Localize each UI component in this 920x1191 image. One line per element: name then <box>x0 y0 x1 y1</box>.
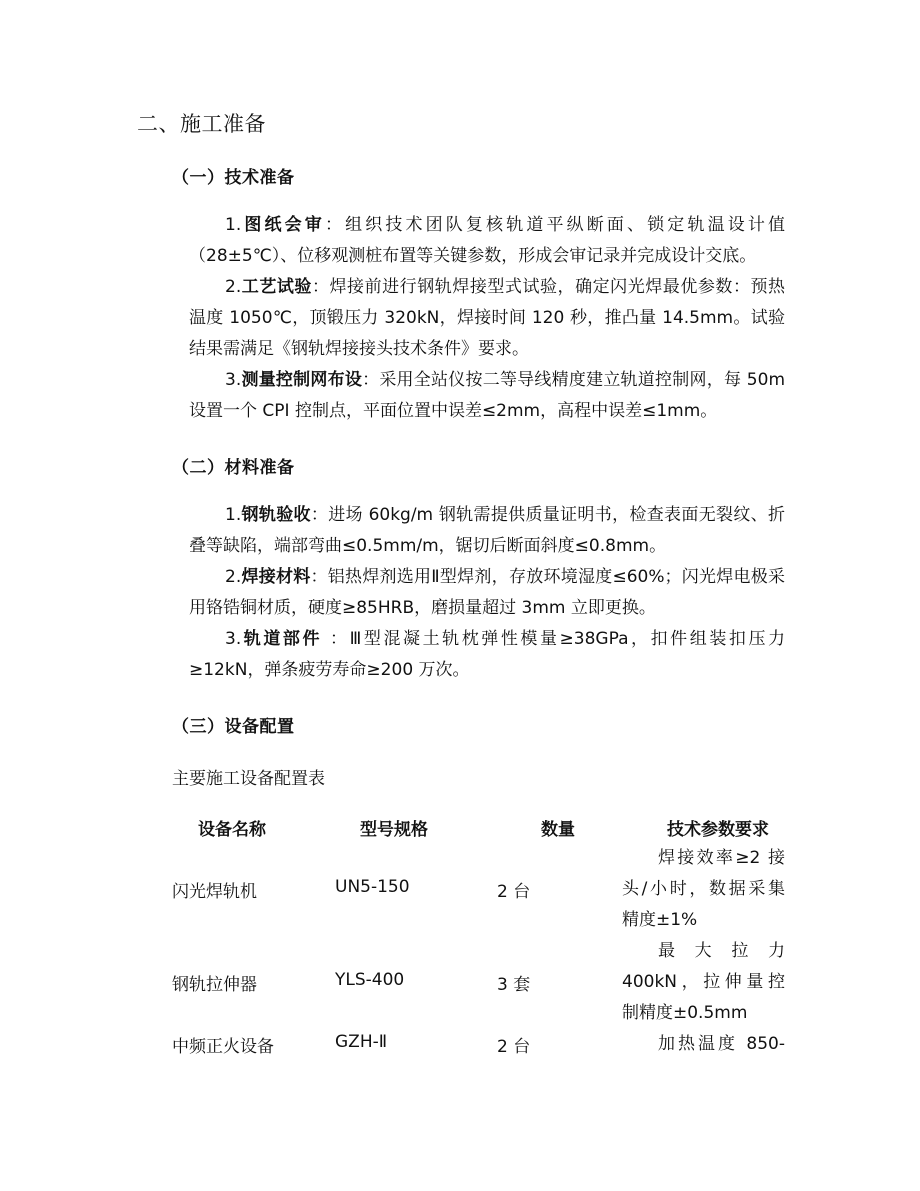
item-term: 轨道部件 <box>241 629 323 649</box>
item-number: 2. <box>225 277 242 297</box>
item-term: 图纸会审 <box>241 215 325 235</box>
equipment-qty: 2 台 <box>497 1037 531 1057</box>
item-separator: ： <box>310 505 329 525</box>
item-separator: ： <box>324 215 346 235</box>
item-separator: ： <box>310 567 328 587</box>
param-line: 精度±1% <box>622 910 698 930</box>
column-header-name: 设备名称 <box>198 820 266 840</box>
tech-prep-heading: （一）技术准备 <box>172 168 295 188</box>
item-term: 工艺试验 <box>241 277 312 297</box>
item-separator: ： <box>322 629 350 649</box>
material-prep-heading: （二）材料准备 <box>172 458 295 478</box>
table-caption: 主要施工设备配置表 <box>172 769 325 789</box>
param-line: 最 大 拉 力 <box>658 941 785 961</box>
item-number: 1. <box>225 505 242 525</box>
item-term: 焊接材料 <box>241 567 311 587</box>
param-line: 400kN，拉伸量控 <box>622 972 785 992</box>
equipment-name: 钢轨拉伸器 <box>172 975 257 995</box>
equipment-params <box>622 1029 785 1060</box>
material-item-2 <box>189 562 785 624</box>
param-line: 焊接效率≥2 接 <box>658 848 785 868</box>
column-header-model: 型号规格 <box>360 820 428 840</box>
param-line: 头/小时，数据采集 <box>622 879 785 899</box>
equipment-params <box>622 843 785 936</box>
param-line: 加热温度 850- <box>658 1034 785 1054</box>
equipment-name: 中频正火设备 <box>172 1037 274 1057</box>
equipment-qty: 2 台 <box>497 882 531 902</box>
tech-item-2 <box>189 272 785 365</box>
equipment-params <box>622 936 785 1029</box>
equipment-model: YLS-400 <box>335 970 405 990</box>
tech-item-3 <box>189 365 785 427</box>
item-number: 3. <box>225 370 242 390</box>
equipment-heading: （三）设备配置 <box>172 717 295 737</box>
item-term: 测量控制网布设 <box>241 370 363 390</box>
material-item-1 <box>189 500 785 562</box>
column-header-params: 技术参数要求 <box>667 820 769 840</box>
item-text: 进场 60kg/m 钢轨需提供质量证明书，检查表面无裂纹、折叠等缺陷，端部弯曲≤0.5mm/m，锯切后断面斜度≤0.8mm。 <box>189 505 785 556</box>
item-text: Ⅲ型混凝土轨枕弹性模量≥38GPa，扣件组装扣压力≥12kN，弹条疲劳寿命≥200 万次。 <box>189 629 786 680</box>
column-header-qty: 数量 <box>541 820 575 840</box>
tech-item-1 <box>189 210 785 272</box>
equipment-model: UN5-150 <box>335 877 410 897</box>
item-text: 采用全站仪按二等导线精度建立轨道控制网，每 50m 设置一个 CPI 控制点，平面位置中误差≤2mm，高程中误差≤1mm。 <box>189 370 786 421</box>
item-text: 铝热焊剂选用Ⅱ型焊剂，存放环境湿度≤60%；闪光焊电极采用铬锆铜材质，硬度≥85HRB，磨损量超过 3mm 立即更换。 <box>189 567 786 618</box>
material-item-3 <box>189 624 785 686</box>
item-text: 焊接前进行钢轨焊接型式试验，确定闪光焊最优参数：预热温度 1050℃，顶锻压力 320kN，焊接时间 120 秒，推凸量 14.5mm。试验结果需满足《钢轨焊接接头技术条件》要求。 <box>189 277 786 359</box>
item-term: 钢轨验收 <box>241 505 311 525</box>
equipment-model: GZH-Ⅱ <box>335 1032 388 1052</box>
equipment-qty: 3 套 <box>497 975 531 995</box>
param-line: 制精度±0.5mm <box>622 1003 748 1023</box>
item-number: 3. <box>225 629 242 649</box>
item-separator: ： <box>311 277 330 297</box>
section-title: 二、施工准备 <box>137 112 266 136</box>
item-text: 组织技术团队复核轨道平纵断面、锁定轨温设计值（28±5℃）、位移观测桩布置等关键参数，形成会审记录并完成设计交底。 <box>189 215 786 266</box>
item-separator: ： <box>362 370 380 390</box>
item-number: 2. <box>225 567 242 587</box>
item-number: 1. <box>225 215 242 235</box>
equipment-name: 闪光焊轨机 <box>172 882 257 902</box>
